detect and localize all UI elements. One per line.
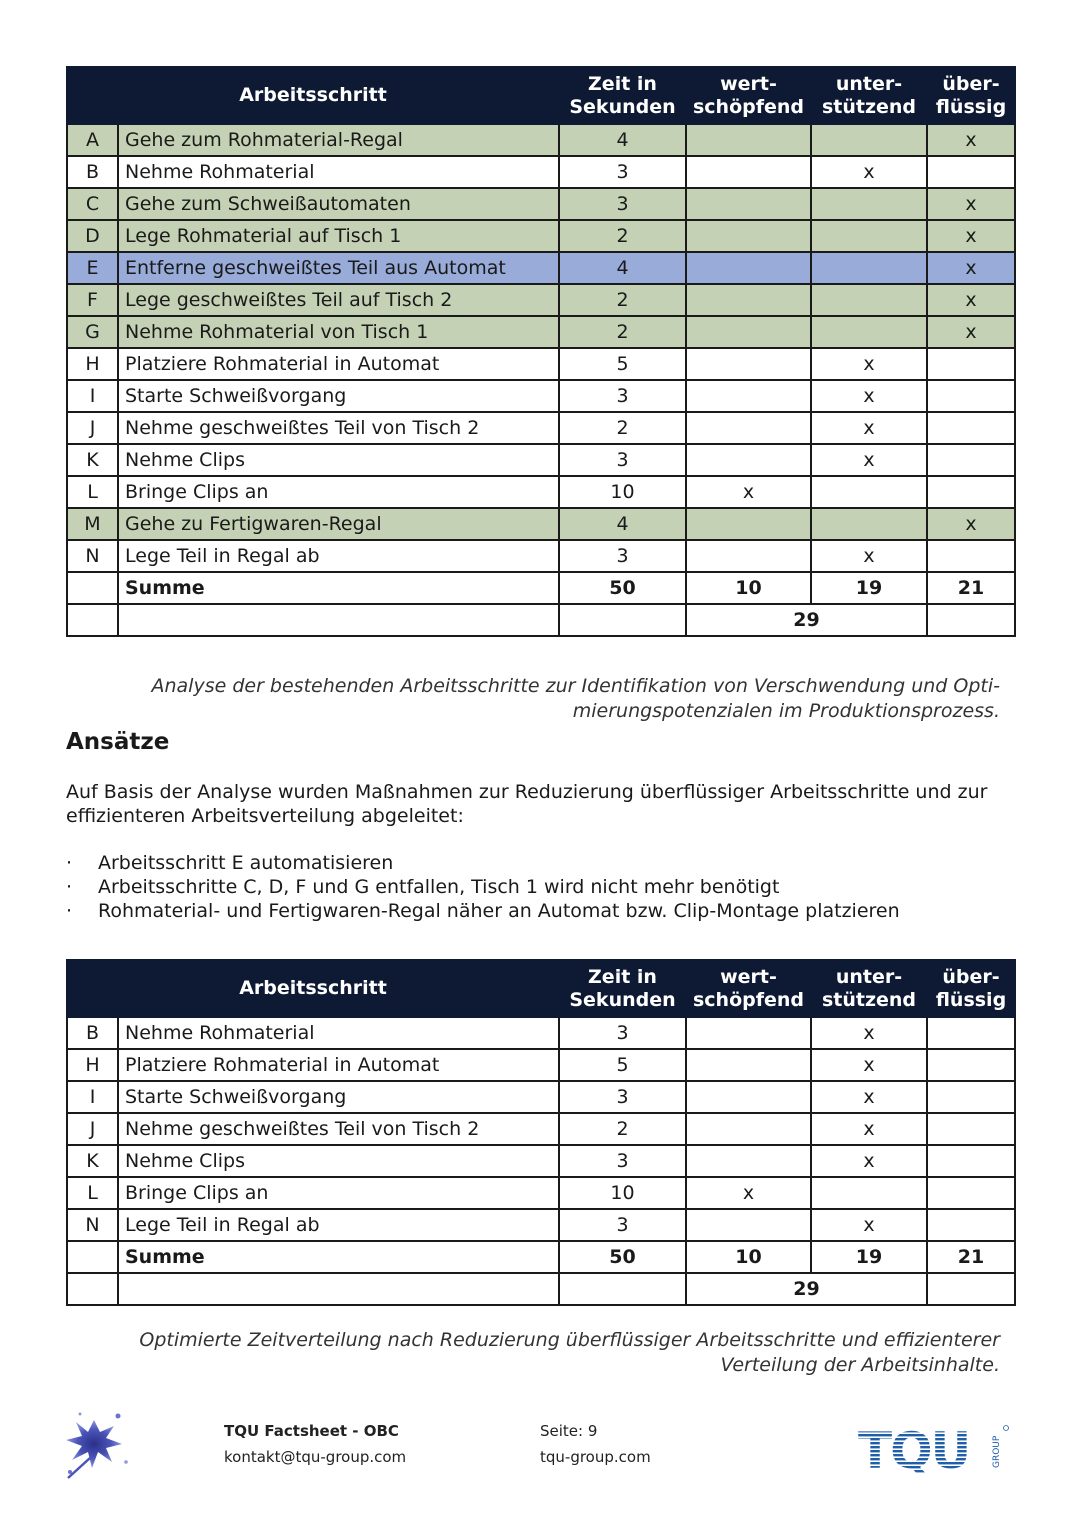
step-time: 2 <box>559 412 686 444</box>
step-time: 4 <box>559 124 686 156</box>
empty-cell <box>67 604 118 636</box>
step-unterstuetzend: x <box>811 1081 927 1113</box>
step-description: Nehme Clips <box>118 1145 559 1177</box>
step-ueberfluessig: x <box>927 284 1015 316</box>
sum-ueberfluessig: 21 <box>927 572 1015 604</box>
step-ueberfluessig <box>927 1177 1015 1209</box>
step-time: 2 <box>559 1113 686 1145</box>
table-row <box>67 124 1015 156</box>
analysis-table <box>66 66 1016 637</box>
step-ueberfluessig <box>927 1113 1015 1145</box>
step-description: Nehme Clips <box>118 444 559 476</box>
step-description: Entferne geschweißtes Teil aus Automat <box>118 252 559 284</box>
footer-website[interactable]: tqu-group.com <box>540 1448 651 1466</box>
sum-wertschoepfend: 10 <box>686 572 811 604</box>
table-row <box>67 1017 1015 1049</box>
bullet-dot: · <box>66 900 73 922</box>
step-time: 3 <box>559 1081 686 1113</box>
step-description: Lege geschweißtes Teil auf Tisch 2 <box>118 284 559 316</box>
header-ueberfluessig: über- flüssig <box>927 960 1015 1017</box>
table1-caption <box>66 674 1000 724</box>
sum-row <box>67 1241 1015 1273</box>
step-description: Nehme geschweißtes Teil von Tisch 2 <box>118 1113 559 1145</box>
caption-text: Optimierte Zeitverteilung nach Reduzierung überflüssiger Arbeitsschritte und effizienterer Verteilung der Arbeitsinhalte. <box>139 1329 1000 1376</box>
sum-time: 50 <box>559 1241 686 1273</box>
step-letter: E <box>67 252 118 284</box>
step-wertschoepfend <box>686 540 811 572</box>
svg-text:GROUP: GROUP <box>992 1435 1002 1468</box>
empty-cell <box>118 1273 559 1305</box>
header-step: Arbeitsschritt <box>67 960 559 1017</box>
empty-cell <box>559 604 686 636</box>
table-row <box>67 1145 1015 1177</box>
ink-splash-logo <box>56 1402 136 1486</box>
bullet-dot: · <box>66 876 73 898</box>
step-unterstuetzend <box>811 188 927 220</box>
step-time: 2 <box>559 284 686 316</box>
step-unterstuetzend <box>811 220 927 252</box>
step-ueberfluessig <box>927 1049 1015 1081</box>
tqu-logo <box>858 1422 1013 1478</box>
step-letter: K <box>67 1145 118 1177</box>
step-time: 3 <box>559 1017 686 1049</box>
list-item: · Arbeitsschritte C, D, F und G entfallen, Tisch 1 wird nicht mehr benötigt <box>66 876 780 898</box>
step-wertschoepfend <box>686 1017 811 1049</box>
step-unterstuetzend: x <box>811 1145 927 1177</box>
step-description: Nehme Rohmaterial <box>118 156 559 188</box>
step-unterstuetzend: x <box>811 412 927 444</box>
step-unterstuetzend: x <box>811 348 927 380</box>
step-description: Gehe zu Fertigwaren-Regal <box>118 508 559 540</box>
step-ueberfluessig: x <box>927 316 1015 348</box>
table2-caption <box>66 1328 1000 1378</box>
sum-label: Summe <box>118 572 559 604</box>
step-description: Lege Rohmaterial auf Tisch 1 <box>118 220 559 252</box>
step-wertschoepfend: x <box>686 476 811 508</box>
step-letter: B <box>67 156 118 188</box>
step-ueberfluessig <box>927 444 1015 476</box>
step-unterstuetzend <box>811 476 927 508</box>
step-unterstuetzend <box>811 252 927 284</box>
table-row <box>67 380 1015 412</box>
step-letter: J <box>67 1113 118 1145</box>
step-letter: D <box>67 220 118 252</box>
step-unterstuetzend: x <box>811 1209 927 1241</box>
step-wertschoepfend <box>686 188 811 220</box>
footer-page-info <box>540 1418 651 1470</box>
step-ueberfluessig <box>927 540 1015 572</box>
step-wertschoepfend <box>686 412 811 444</box>
header-wertschoepfend: wert- schöpfend <box>686 67 811 124</box>
step-wertschoepfend <box>686 1145 811 1177</box>
step-ueberfluessig: x <box>927 252 1015 284</box>
step-wertschoepfend <box>686 1209 811 1241</box>
step-description: Platziere Rohmaterial in Automat <box>118 1049 559 1081</box>
step-ueberfluessig <box>927 412 1015 444</box>
table-row <box>67 316 1015 348</box>
step-time: 3 <box>559 540 686 572</box>
step-wertschoepfend <box>686 444 811 476</box>
table-row <box>67 508 1015 540</box>
step-ueberfluessig: x <box>927 508 1015 540</box>
step-description: Gehe zum Schweißautomaten <box>118 188 559 220</box>
table-header-row <box>67 67 1015 124</box>
step-description: Gehe zum Rohmaterial-Regal <box>118 124 559 156</box>
sum-time: 50 <box>559 572 686 604</box>
caption-text: Analyse der bestehenden Arbeitsschritte zur Identifikation von Verschwendung und Opti- mierungspotenzialen im Produktionsprozess. <box>151 675 1000 722</box>
step-wertschoepfend <box>686 348 811 380</box>
step-unterstuetzend: x <box>811 444 927 476</box>
step-unterstuetzend <box>811 316 927 348</box>
step-wertschoepfend <box>686 508 811 540</box>
step-letter: L <box>67 476 118 508</box>
footer-email[interactable]: kontakt@tqu-group.com <box>224 1448 407 1466</box>
svg-text:TQU: TQU <box>858 1422 970 1474</box>
step-time: 3 <box>559 444 686 476</box>
measures-list <box>66 851 1016 923</box>
table-header-row <box>67 960 1015 1017</box>
step-letter: G <box>67 316 118 348</box>
step-time: 3 <box>559 1145 686 1177</box>
step-letter: C <box>67 188 118 220</box>
step-time: 5 <box>559 1049 686 1081</box>
footer-contact <box>224 1418 406 1470</box>
table-row <box>67 252 1015 284</box>
step-ueberfluessig <box>927 1017 1015 1049</box>
footer-doc-title: TQU Factsheet - OBC <box>224 1422 399 1440</box>
step-unterstuetzend: x <box>811 540 927 572</box>
sum-ueberfluessig: 21 <box>927 1241 1015 1273</box>
table-row <box>67 540 1015 572</box>
step-ueberfluessig: x <box>927 220 1015 252</box>
step-letter: I <box>67 1081 118 1113</box>
empty-cell <box>927 604 1015 636</box>
sum-wertschoepfend: 10 <box>686 1241 811 1273</box>
optimized-table <box>66 959 1016 1306</box>
table-row <box>67 220 1015 252</box>
sum-letter-cell <box>67 572 118 604</box>
sum-row <box>67 572 1015 604</box>
table-row <box>67 188 1015 220</box>
step-wertschoepfend <box>686 252 811 284</box>
step-wertschoepfend <box>686 284 811 316</box>
step-time: 5 <box>559 348 686 380</box>
step-ueberfluessig <box>927 156 1015 188</box>
step-wertschoepfend <box>686 1113 811 1145</box>
table-row <box>67 1113 1015 1145</box>
combined-total: 29 <box>686 604 927 636</box>
header-unterstuetzend: unter- stützend <box>811 960 927 1017</box>
empty-cell <box>67 1273 118 1305</box>
empty-cell <box>927 1273 1015 1305</box>
step-ueberfluessig <box>927 380 1015 412</box>
step-unterstuetzend: x <box>811 1017 927 1049</box>
step-description: Bringe Clips an <box>118 476 559 508</box>
step-time: 2 <box>559 316 686 348</box>
step-wertschoepfend <box>686 1049 811 1081</box>
table-row <box>67 444 1015 476</box>
step-wertschoepfend <box>686 380 811 412</box>
sum-label: Summe <box>118 1241 559 1273</box>
table-row <box>67 284 1015 316</box>
step-wertschoepfend <box>686 124 811 156</box>
step-ueberfluessig <box>927 476 1015 508</box>
intro-paragraph: Auf Basis der Analyse wurden Maßnahmen zur Reduzierung überflüssiger Arbeitsschritte und zur effizienteren Arbeitsverteilung abgeleitet: <box>66 781 988 827</box>
step-unterstuetzend <box>811 1177 927 1209</box>
footer-page-number: Seite: 9 <box>540 1422 598 1440</box>
step-letter: J <box>67 412 118 444</box>
step-wertschoepfend <box>686 316 811 348</box>
table-row <box>67 348 1015 380</box>
header-time: Zeit in Sekunden <box>559 67 686 124</box>
step-ueberfluessig: x <box>927 124 1015 156</box>
table-row <box>67 1081 1015 1113</box>
header-time: Zeit in Sekunden <box>559 960 686 1017</box>
step-description: Nehme geschweißtes Teil von Tisch 2 <box>118 412 559 444</box>
step-letter: A <box>67 124 118 156</box>
step-description: Nehme Rohmaterial von Tisch 1 <box>118 316 559 348</box>
step-description: Starte Schweißvorgang <box>118 380 559 412</box>
step-letter: N <box>67 1209 118 1241</box>
step-unterstuetzend <box>811 284 927 316</box>
step-ueberfluessig <box>927 348 1015 380</box>
step-unterstuetzend: x <box>811 1113 927 1145</box>
header-unterstuetzend: unter- stützend <box>811 67 927 124</box>
step-unterstuetzend: x <box>811 1049 927 1081</box>
step-time: 10 <box>559 476 686 508</box>
step-description: Lege Teil in Regal ab <box>118 1209 559 1241</box>
combined-total-row <box>67 1273 1015 1305</box>
bullet-dot: · <box>66 852 73 874</box>
sum-unterstuetzend: 19 <box>811 572 927 604</box>
combined-total: 29 <box>686 1273 927 1305</box>
step-letter: K <box>67 444 118 476</box>
step-time: 2 <box>559 220 686 252</box>
step-description: Bringe Clips an <box>118 1177 559 1209</box>
step-unterstuetzend: x <box>811 380 927 412</box>
step-ueberfluessig <box>927 1145 1015 1177</box>
step-wertschoepfend <box>686 156 811 188</box>
header-ueberfluessig: über- flüssig <box>927 67 1015 124</box>
step-letter: H <box>67 1049 118 1081</box>
step-letter: M <box>67 508 118 540</box>
step-letter: N <box>67 540 118 572</box>
step-letter: B <box>67 1017 118 1049</box>
step-unterstuetzend <box>811 508 927 540</box>
step-time: 10 <box>559 1177 686 1209</box>
step-letter: L <box>67 1177 118 1209</box>
step-time: 3 <box>559 380 686 412</box>
header-wertschoepfend: wert- schöpfend <box>686 960 811 1017</box>
step-description: Nehme Rohmaterial <box>118 1017 559 1049</box>
table-row <box>67 476 1015 508</box>
step-time: 3 <box>559 156 686 188</box>
step-description: Starte Schweißvorgang <box>118 1081 559 1113</box>
empty-cell <box>559 1273 686 1305</box>
table-row <box>67 412 1015 444</box>
step-unterstuetzend <box>811 124 927 156</box>
step-description: Platziere Rohmaterial in Automat <box>118 348 559 380</box>
step-time: 3 <box>559 1209 686 1241</box>
section-heading: Ansätze <box>66 729 170 755</box>
header-step: Arbeitsschritt <box>67 67 559 124</box>
step-letter: H <box>67 348 118 380</box>
combined-total-row <box>67 604 1015 636</box>
sum-letter-cell <box>67 1241 118 1273</box>
table-row <box>67 1049 1015 1081</box>
list-item: · Rohmaterial- und Fertigwaren-Regal näher an Automat bzw. Clip-Montage platzieren <box>66 900 900 922</box>
step-wertschoepfend <box>686 220 811 252</box>
step-ueberfluessig: x <box>927 188 1015 220</box>
step-ueberfluessig <box>927 1209 1015 1241</box>
step-ueberfluessig <box>927 1081 1015 1113</box>
step-description: Lege Teil in Regal ab <box>118 540 559 572</box>
table-row <box>67 156 1015 188</box>
table-row <box>67 1177 1015 1209</box>
empty-cell <box>118 604 559 636</box>
step-wertschoepfend: x <box>686 1177 811 1209</box>
list-item: · Arbeitsschritt E automatisieren <box>66 852 394 874</box>
step-time: 4 <box>559 252 686 284</box>
step-time: 3 <box>559 188 686 220</box>
step-unterstuetzend: x <box>811 156 927 188</box>
step-letter: F <box>67 284 118 316</box>
table-row <box>67 1209 1015 1241</box>
sum-unterstuetzend: 19 <box>811 1241 927 1273</box>
step-wertschoepfend <box>686 1081 811 1113</box>
step-letter: I <box>67 380 118 412</box>
step-time: 4 <box>559 508 686 540</box>
